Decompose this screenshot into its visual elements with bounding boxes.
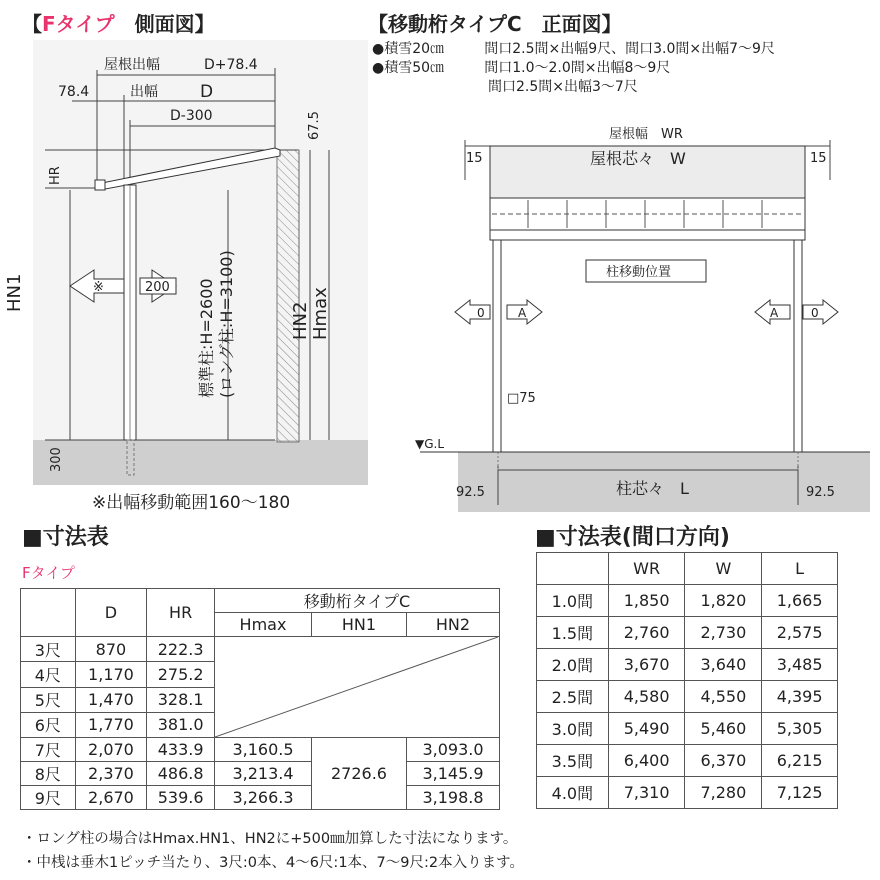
snow-line: 間口2.5間×出幅3～7尺 xyxy=(488,79,638,95)
post-move-label: 柱移動位置 xyxy=(606,265,672,280)
col-hr: HR xyxy=(147,589,215,637)
front-view-title: 【移動桁タイプC 正面図】 xyxy=(368,12,622,36)
table-row: 3.0間 5,490 5,460 5,305 xyxy=(537,713,838,745)
hn2-label: HN2 xyxy=(290,301,311,340)
square75-label: □75 xyxy=(507,391,536,406)
side-view-type: Fタイプ xyxy=(42,12,115,36)
side-ground xyxy=(33,440,368,485)
a-left-label: A xyxy=(518,306,527,320)
col-hn1: HN1 xyxy=(311,613,406,637)
na-cell xyxy=(214,637,499,738)
move200-label: 200 xyxy=(145,280,170,295)
projection-label: 出幅 xyxy=(130,84,158,100)
note-1: ・ロング柱の場合はHmax.HN1、HN2に+500㎜加算した寸法になります。 xyxy=(22,831,518,847)
side-view-diagram xyxy=(0,0,370,520)
hn1-shared: 2726.6 xyxy=(311,738,406,810)
table-row: 2.0間 3,670 3,640 3,485 xyxy=(537,649,838,681)
table-row: 2.5間 4,580 4,550 4,395 xyxy=(537,681,838,713)
table-w xyxy=(536,552,838,809)
col-hmax: Hmax xyxy=(214,613,311,637)
table-f-subtitle: Fタイプ xyxy=(22,564,75,582)
note-2: ・中桟は垂木1ピッチ当たり、3尺:0本、4～6尺:1本、7～9尺:2本入ります。 xyxy=(22,855,524,871)
col-l: L xyxy=(762,553,838,585)
side-footnote: ※出幅移動範囲160～180 xyxy=(92,493,291,513)
top-dim-label: 67.5 xyxy=(307,111,322,140)
table-row: 5尺 1,470 328.1 xyxy=(21,687,500,712)
table-row: 7尺 2,070 433.9 3,160.5 2726.6 3,093.0 xyxy=(21,738,500,762)
col-hn2: HN2 xyxy=(406,613,499,637)
snow-line: ●積雪50㎝ 間口1.0～2.0間×出幅8～9尺 xyxy=(372,60,671,76)
table-row: 3.5間 6,400 6,370 6,215 xyxy=(537,745,838,777)
col-d: D xyxy=(75,589,147,637)
col-wr: WR xyxy=(608,553,685,585)
side-background xyxy=(33,40,368,485)
front-view-diagram xyxy=(400,120,880,520)
table-row: 1.0間 1,850 1,820 1,665 xyxy=(537,585,838,617)
snow-line: ●積雪20㎝ 間口2.5間×出幅9尺、間口3.0間×出幅7～9尺 xyxy=(372,41,775,57)
col-group: 移動桁タイプC xyxy=(214,589,499,613)
side-view-title: 【Fタイプ 側面図】 xyxy=(22,12,215,36)
right-post xyxy=(794,240,802,452)
d-label: D xyxy=(200,82,214,102)
offset-left-label: 78.4 xyxy=(58,84,90,100)
d-plus-label: D+78.4 xyxy=(204,57,258,73)
table-f-heading: ■寸法表 xyxy=(22,525,109,550)
right925-label: 92.5 xyxy=(806,485,835,500)
table-f xyxy=(20,588,500,810)
arrow-right-o xyxy=(803,300,838,324)
table-row: 6尺 1,770 381.0 xyxy=(21,712,500,737)
d-minus-label: D-300 xyxy=(170,108,213,124)
table-row: 4.0間 7,310 7,280 7,125 xyxy=(537,777,838,809)
table-row: 4尺 1,170 275.2 xyxy=(21,662,500,687)
left925-label: 92.5 xyxy=(456,485,485,500)
gutter xyxy=(95,180,105,190)
hr-label: HR xyxy=(48,166,63,185)
hmax-label: Hmax xyxy=(310,287,331,340)
left15-label: 15 xyxy=(466,151,483,166)
post-std-label: 標準柱:H=2600 xyxy=(197,278,216,398)
ground-depth-label: 300 xyxy=(49,447,64,472)
gl-label: ▼G.L xyxy=(415,437,445,451)
hn1-label: HN1 xyxy=(4,273,25,312)
beam xyxy=(490,230,805,240)
o-right-label: 0 xyxy=(811,306,819,320)
mark-label: ※ xyxy=(93,280,104,295)
roof-width-label: 屋根幅 WR xyxy=(609,127,683,142)
left-post xyxy=(493,240,501,452)
table-w-heading: ■寸法表(間口方向) xyxy=(535,525,730,550)
roof-center-label: 屋根芯々 W xyxy=(590,149,686,168)
post-long-label: (ロング柱:H=3100) xyxy=(217,250,236,398)
table-row: 3尺 870 222.3 xyxy=(21,637,500,662)
right15-label: 15 xyxy=(810,151,827,166)
a-right-label: A xyxy=(770,306,779,320)
o-left-label: 0 xyxy=(477,306,485,320)
snow-notes xyxy=(372,40,775,97)
table-row: 1.5間 2,760 2,730 2,575 xyxy=(537,617,838,649)
col-w: W xyxy=(685,553,762,585)
roof-projection-label: 屋根出幅 xyxy=(104,57,160,73)
table-row: 9尺 2,670 539.6 3,266.3 3,198.8 xyxy=(21,786,500,810)
wall-hatch xyxy=(277,150,299,442)
post-center-label: 柱芯々 L xyxy=(616,479,689,498)
table-row: 8尺 2,370 486.8 3,213.4 3,145.9 xyxy=(21,762,500,786)
arrow-left-o xyxy=(455,300,490,324)
